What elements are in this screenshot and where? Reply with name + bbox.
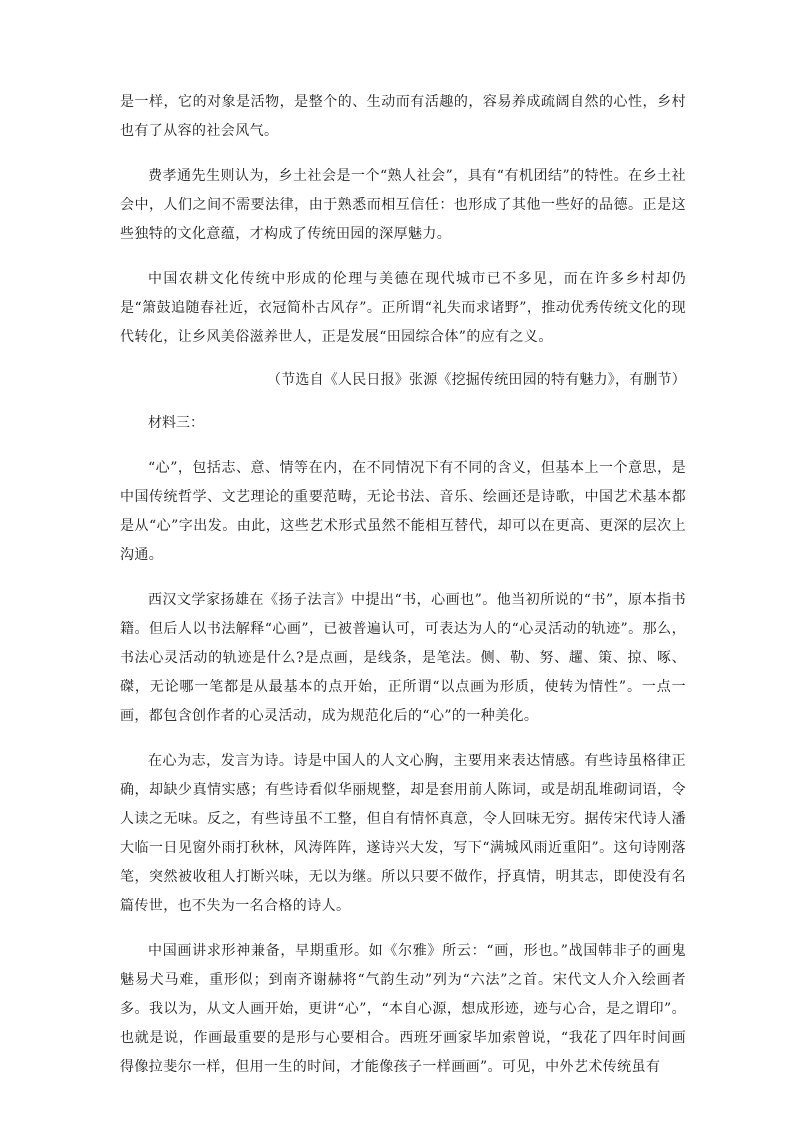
paragraph-fei-xiaotong: 费孝通先生则认为，乡土社会是一个“熟人社会”，具有“有机团结”的特性。在乡土社会中，人们之间不需要法律，由于熟悉而相互信任：也形成了其他一些好的品德。正是这些独特的文化意蕴，才构成了传统田园的深厚魅力。 <box>120 168 686 242</box>
paragraph-continuation: 是一样，它的对象是活物，是整个的、生动而有活趣的，容易养成疏阔自然的心性，乡村也有了从容的社会风气。 <box>120 94 686 139</box>
source-citation: （节选自《人民日报》张源《挖掘传统田园的特有魅力》，有删节） <box>267 372 686 388</box>
paragraph-xin: “心”，包括志、意、情等在内，在不同情况下有不同的含义，但基本上一个意思，是中国传统哲学、文艺理论的重要范畴，无论书法、音乐、绘画还是诗歌，中国艺术基本都是从“心”字出发。由此，这些艺术形式虽然不能相互替代，却可以在更高、更深的层次上沟通。 <box>120 460 686 563</box>
paragraph-poetry: 在心为志，发言为诗。诗是中国人的人文心胸，主要用来表达情感。有些诗虽格律正确，却缺少真情实感；有些诗看似华丽规整，却是套用前人陈词，或是胡乱堆砌词语，令人读之无味。反之，有些诗虽不工整，但自有情怀真意，令人回味无穷。据传宋代诗人潘大临一日见窗外雨打秋林，风涛阵阵，遂诗兴大发，写下“满城风雨近重阳”。这句诗刚落笔，突然被收租人打断兴味，无以为继。所以只要不做作，抒真情，明其志，即使没有名篇传世，也不失为一名合格的诗人。 <box>120 753 686 914</box>
material-three-heading: 材料三： <box>148 415 204 431</box>
paragraph-painting: 中国画讲求形神兼备，早期重形。如《尔雅》所云：“画，形也。”战国韩非子的画鬼魅易犬马难，重形似；到南齐谢赫将“气韵生动”列为“六法”之首。宋代文人介入绘画者多。我以为，从文人画开始，更讲“心”，“本自心源，想成形迹，迹与心合，是之谓印”。也就是说，作画最重要的是形与心要相合。西班牙画家毕加索曾说，“我花了四年时间画得像拉斐尔一样，但用一生的时间，才能像孩子一样画画”。可见，中外艺术传统虽有 <box>120 943 686 1075</box>
document-page <box>120 88 686 1082</box>
paragraph-farming-culture: 中国农耕文化传统中形成的伦理与美德在现代城市已不多见，而在许多乡村却仍是“箫鼓追随春社近，衣冠简朴古风存”。正所谓“礼失而求诸野”，推动优秀传统文化的现代转化，让乡风美俗滋养世人，正是发展“田园综合体”的应有之义。 <box>120 271 686 345</box>
paragraph-calligraphy: 西汉文学家扬雄在《扬子法言》中提出“书，心画也”。他当初所说的“书”，原本指书籍。但后人以书法解释“心画”，已被普遍认可，可表达为人的“心灵活动的轨迹”。那么，书法心灵活动的轨迹是什么?是点画，是线条，是笔法。侧、勒、努、趯、策、掠、啄、磔，无论哪一笔都是从最基本的点开始，正所谓“以点画为形质，使转为情性”。一点一画，都包含创作者的心灵活动，成为规范化后的“心”的一种美化。 <box>120 592 686 724</box>
